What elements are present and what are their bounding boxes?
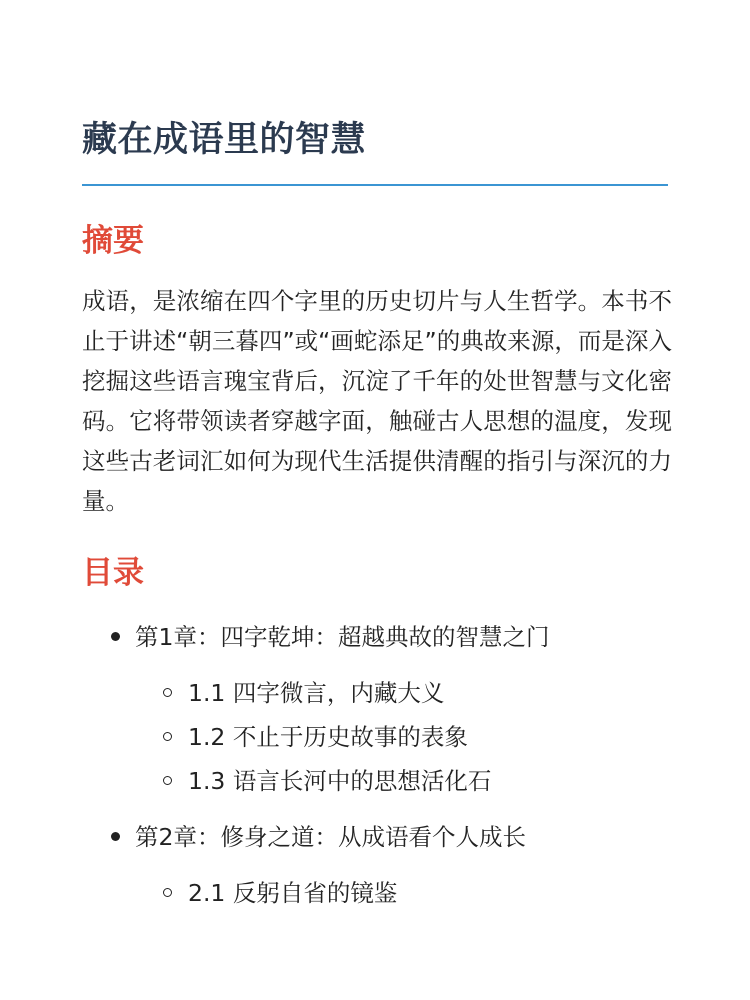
toc-section-label: 1.1 四字微言，内藏大义 (188, 679, 445, 707)
toc-section-2-1[interactable] (188, 873, 397, 913)
abstract-heading: 摘要 (82, 223, 144, 259)
toc-chapter-label: 第2章：修身之道：从成语看个人成长 (135, 823, 526, 851)
bullet-circle-icon (163, 688, 172, 697)
abstract-paragraph: 成语，是浓缩在四个字里的历史切片与人生哲学。本书不止于讲述“朝三暮四”或“画蛇添足”的典故来源，而是深入挖掘这些语言瑰宝背后，沉淀了千年的处世智慧与文化密码。它将带领读者穿越字面，触碰古人思想的温度，发现这些古老词汇如何为现代生活提供清醒的指引与深沉的力量。 (82, 287, 672, 515)
toc-chapter-2[interactable] (135, 817, 526, 857)
toc-section-1-3[interactable] (188, 761, 491, 801)
bullet-dot-icon (111, 832, 120, 841)
toc-section-label: 1.2 不止于历史故事的表象 (188, 723, 468, 751)
document-title: 藏在成语里的智慧 (82, 120, 367, 160)
toc-section-label: 2.1 反躬自省的镜鉴 (188, 879, 398, 907)
toc-section-1-1[interactable] (188, 673, 444, 713)
toc-section-1-2[interactable] (188, 717, 468, 757)
bullet-circle-icon (163, 732, 172, 741)
bullet-circle-icon (163, 888, 172, 897)
toc-section-label: 1.3 语言长河中的思想活化石 (188, 767, 492, 795)
bullet-dot-icon (111, 632, 120, 641)
toc-chapter-label: 第1章：四字乾坤：超越典故的智慧之门 (135, 623, 550, 651)
title-divider (82, 184, 668, 186)
toc-heading: 目录 (82, 555, 144, 591)
toc-chapter-1[interactable] (135, 617, 549, 657)
bullet-circle-icon (163, 776, 172, 785)
